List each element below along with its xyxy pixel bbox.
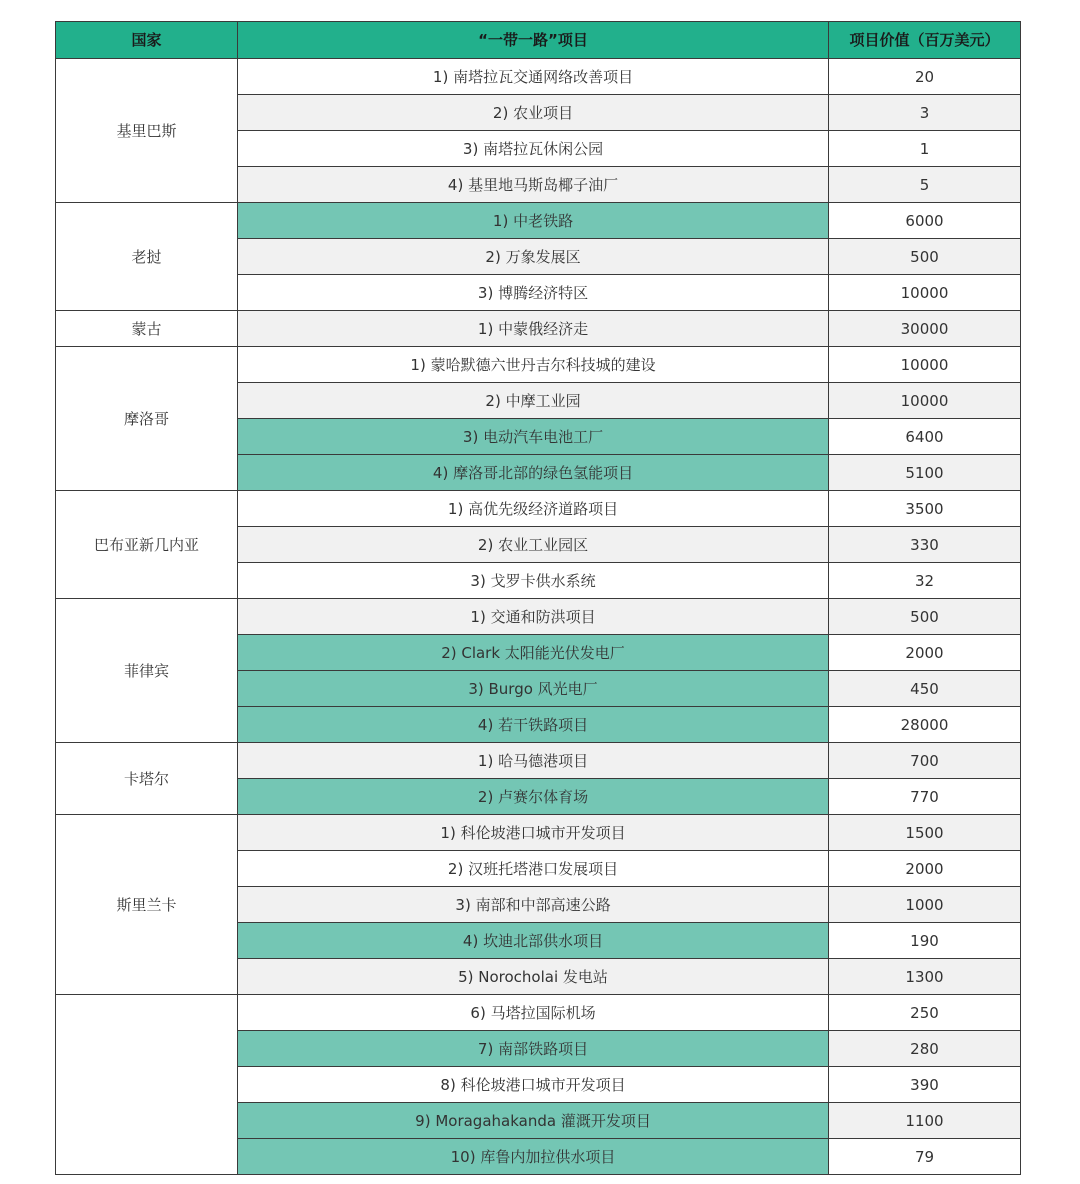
country-cell: 基里巴斯 <box>56 59 238 203</box>
value-cell: 1300 <box>829 959 1021 995</box>
project-cell: 3) Burgo 风光电厂 <box>238 671 829 707</box>
table-row <box>56 203 1021 239</box>
value-cell: 450 <box>829 671 1021 707</box>
table-row <box>56 311 1021 347</box>
project-cell: 1) 交通和防洪项目 <box>238 599 829 635</box>
project-cell: 9) Moragahakanda 灌溉开发项目 <box>238 1103 829 1139</box>
value-cell: 6000 <box>829 203 1021 239</box>
value-cell: 1 <box>829 131 1021 167</box>
value-cell: 5100 <box>829 455 1021 491</box>
project-cell: 4) 摩洛哥北部的绿色氢能项目 <box>238 455 829 491</box>
value-cell: 3500 <box>829 491 1021 527</box>
table-row <box>56 815 1021 851</box>
value-cell: 10000 <box>829 275 1021 311</box>
table-row <box>56 59 1021 95</box>
country-cell: 斯里兰卡 <box>56 815 238 995</box>
value-cell: 280 <box>829 1031 1021 1067</box>
value-cell: 5 <box>829 167 1021 203</box>
project-cell: 3) 戈罗卡供水系统 <box>238 563 829 599</box>
value-cell: 390 <box>829 1067 1021 1103</box>
country-cell: 老挝 <box>56 203 238 311</box>
project-cell: 4) 若干铁路项目 <box>238 707 829 743</box>
value-cell: 79 <box>829 1139 1021 1175</box>
project-cell: 2) 卢赛尔体育场 <box>238 779 829 815</box>
project-cell: 2) 中摩工业园 <box>238 383 829 419</box>
project-cell: 1) 蒙哈默德六世丹吉尔科技城的建设 <box>238 347 829 383</box>
table-body <box>56 59 1021 1175</box>
header-value: 项目价值（百万美元） <box>829 22 1021 59</box>
project-cell: 10) 库鲁内加拉供水项目 <box>238 1139 829 1175</box>
project-cell: 2) 万象发展区 <box>238 239 829 275</box>
project-cell: 4) 坎迪北部供水项目 <box>238 923 829 959</box>
project-cell: 4) 基里地马斯岛椰子油厂 <box>238 167 829 203</box>
value-cell: 500 <box>829 599 1021 635</box>
value-cell: 2000 <box>829 635 1021 671</box>
project-cell: 1) 中老铁路 <box>238 203 829 239</box>
project-cell: 1) 中蒙俄经济走 <box>238 311 829 347</box>
project-cell: 3) 南部和中部高速公路 <box>238 887 829 923</box>
value-cell: 500 <box>829 239 1021 275</box>
value-cell: 1100 <box>829 1103 1021 1139</box>
country-cell: 菲律宾 <box>56 599 238 743</box>
value-cell: 700 <box>829 743 1021 779</box>
value-cell: 32 <box>829 563 1021 599</box>
value-cell: 20 <box>829 59 1021 95</box>
table-row <box>56 491 1021 527</box>
project-cell: 1) 南塔拉瓦交通网络改善项目 <box>238 59 829 95</box>
project-cell: 6) 马塔拉国际机场 <box>238 995 829 1031</box>
country-cell: 摩洛哥 <box>56 347 238 491</box>
project-cell: 3) 电动汽车电池工厂 <box>238 419 829 455</box>
table-row <box>56 599 1021 635</box>
value-cell: 190 <box>829 923 1021 959</box>
value-cell: 28000 <box>829 707 1021 743</box>
project-cell: 2) 农业工业园区 <box>238 527 829 563</box>
value-cell: 2000 <box>829 851 1021 887</box>
project-cell: 1) 科伦坡港口城市开发项目 <box>238 815 829 851</box>
project-cell: 1) 高优先级经济道路项目 <box>238 491 829 527</box>
country-cell: 卡塔尔 <box>56 743 238 815</box>
table-row <box>56 743 1021 779</box>
header-project: “一带一路”项目 <box>238 22 829 59</box>
value-cell: 330 <box>829 527 1021 563</box>
project-cell: 3) 博腾经济特区 <box>238 275 829 311</box>
table-header-row <box>56 22 1021 59</box>
country-cell: 蒙古 <box>56 311 238 347</box>
project-cell: 2) 农业项目 <box>238 95 829 131</box>
value-cell: 6400 <box>829 419 1021 455</box>
value-cell: 10000 <box>829 383 1021 419</box>
value-cell: 770 <box>829 779 1021 815</box>
project-cell: 2) Clark 太阳能光伏发电厂 <box>238 635 829 671</box>
country-cell <box>56 995 238 1175</box>
project-cell: 7) 南部铁路项目 <box>238 1031 829 1067</box>
project-cell: 5) Norocholai 发电站 <box>238 959 829 995</box>
project-cell: 2) 汉班托塔港口发展项目 <box>238 851 829 887</box>
project-cell: 3) 南塔拉瓦休闲公园 <box>238 131 829 167</box>
table-row <box>56 347 1021 383</box>
header-country: 国家 <box>56 22 238 59</box>
project-cell: 1) 哈马德港项目 <box>238 743 829 779</box>
table-row <box>56 995 1021 1031</box>
bri-projects-table <box>55 21 1021 1175</box>
value-cell: 1500 <box>829 815 1021 851</box>
value-cell: 3 <box>829 95 1021 131</box>
value-cell: 1000 <box>829 887 1021 923</box>
country-cell: 巴布亚新几内亚 <box>56 491 238 599</box>
value-cell: 10000 <box>829 347 1021 383</box>
project-cell: 8) 科伦坡港口城市开发项目 <box>238 1067 829 1103</box>
value-cell: 250 <box>829 995 1021 1031</box>
value-cell: 30000 <box>829 311 1021 347</box>
